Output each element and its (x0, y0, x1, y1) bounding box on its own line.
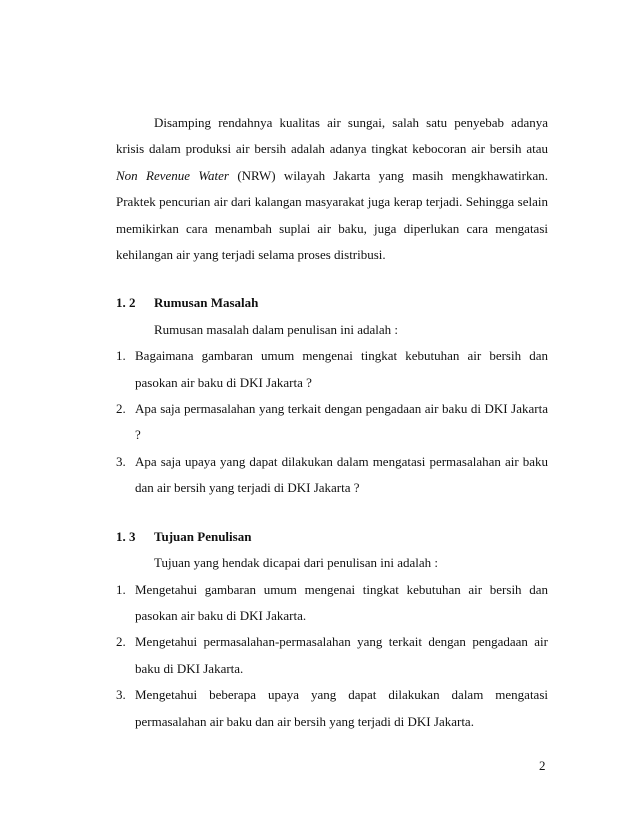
section-rumusan-masalah (116, 290, 548, 501)
list-item-text: Apa saja upaya yang dapat dilakukan dalam mengatasi permasalahan air baku dan air bersih yang terjadi di DKI Jakarta ? (135, 453, 548, 496)
section-title: Tujuan Penulisan (154, 528, 252, 544)
list-item (116, 682, 548, 735)
page-number: 2 (539, 758, 546, 773)
section-title: Rumusan Masalah (154, 295, 259, 311)
section-intro: Rumusan masalah dalam penulisan ini adalah : (154, 321, 399, 337)
section-heading (116, 524, 548, 550)
section-number: 1. 3 (116, 528, 136, 544)
section-number: 1. 2 (116, 295, 136, 311)
list-item-text: Bagaimana gambaran umum mengenai tingkat kebutuhan air bersih dan pasokan air baku di DKI Jakarta ? (135, 348, 548, 390)
list-item (116, 629, 548, 682)
section-heading (116, 290, 548, 316)
list-item-text: Mengetahui gambaran umum mengenai tingkat kebutuhan air bersih dan pasokan air baku di DKI Jakarta. (135, 581, 548, 623)
list-item (116, 577, 548, 630)
list-item-number: 1. (116, 348, 126, 364)
list-item-number: 2. (116, 401, 126, 417)
intro-paragraph (116, 110, 548, 268)
list-item-number: 3. (116, 453, 126, 469)
section-intro: Tujuan yang hendak dicapai dari penulisan ini adalah : (154, 555, 439, 571)
list-item (116, 343, 548, 396)
list-item-text: Apa saja permasalahan yang terkait dengan pengadaan air baku di DKI Jakarta ? (135, 401, 548, 443)
paragraph-text-2: (NRW) wilayah Jakarta yang masih mengkhawatirkan. Praktek pencurian air dari kalangan masyarakat juga kerap terjadi. Sehingga selain memikirkan cara menambah suplai air baku, juga diperlukan cara mengatasi kehilangan air yang terjadi selama proses distribusi. (116, 167, 548, 263)
list-item-number: 2. (116, 634, 126, 650)
paragraph-text-1: Disamping rendahnya kualitas air sungai, salah satu penyebab adanya krisis dalam produksi air bersih adalah adanya tingkat kebocoran air bersih atau (116, 115, 548, 157)
list-item-number: 1. (116, 581, 126, 597)
list-item-text: Mengetahui beberapa upaya yang dapat dilakukan dalam mengatasi permasalahan air baku dan air bersih yang terjadi di DKI Jakarta. (135, 687, 548, 729)
numbered-list (116, 577, 548, 735)
page-content (116, 110, 548, 735)
list-item (116, 396, 548, 449)
list-item-text: Mengetahui permasalahan-permasalahan yang terkait dengan pengadaan air baku di DKI Jakarta. (135, 634, 548, 676)
section-tujuan-penulisan (116, 524, 548, 735)
paragraph-italic-term: Non Revenue Water (116, 167, 229, 183)
numbered-list (116, 343, 548, 501)
list-item-number: 3. (116, 687, 126, 703)
list-item (116, 449, 548, 502)
